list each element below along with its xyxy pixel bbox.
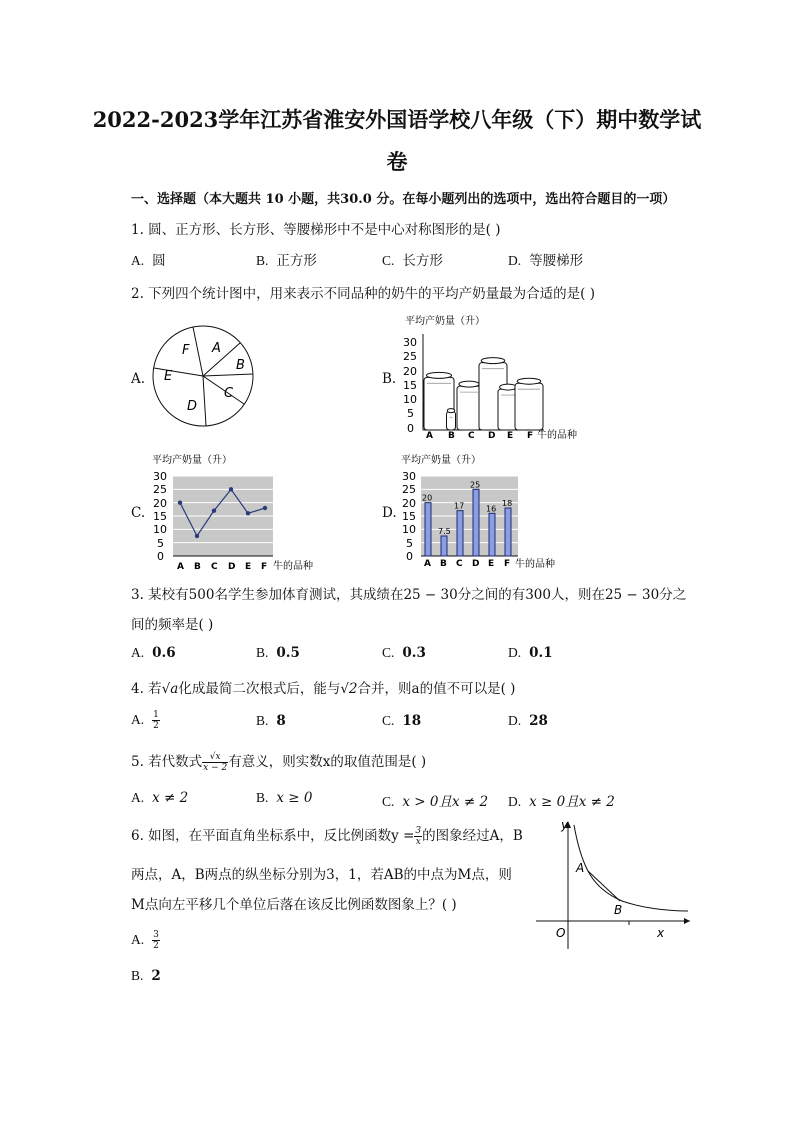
- x-axis-arrow: [684, 918, 690, 924]
- x-axis-label: x: [657, 926, 665, 940]
- bar-A: [425, 503, 431, 556]
- bottle-cap: [459, 381, 479, 387]
- data-label-D: 25: [470, 480, 481, 490]
- bar-B: [441, 536, 447, 556]
- section-heading: 一、选择题（本大题共 10 小题，共30.0 分。在每小题列出的选项中，选出符合题目的一项）: [131, 192, 676, 207]
- chart-b-xlabel: 牛的品种: [537, 430, 577, 441]
- ytick: 20: [403, 365, 417, 378]
- q1-option-c: C. 长方形: [382, 253, 443, 269]
- ytick: 30: [403, 336, 417, 349]
- chart-b-bottles: [424, 358, 543, 430]
- ytick: 15: [403, 379, 417, 392]
- pie-chart: [150, 324, 260, 428]
- data-point-F: [263, 506, 267, 510]
- bottle-cap: [481, 358, 505, 364]
- q5-stem: 5. 若代数式 $\frac{√x}{x - 2}$ 有意义，则实数x的取值范围是( ): [131, 752, 427, 773]
- xtick: B: [448, 431, 455, 441]
- ytick: 0: [157, 550, 164, 563]
- q6-coordinate-graph: [532, 815, 702, 953]
- chart-c-ylabel: 平均产奶量（升）: [152, 455, 232, 466]
- q1-option-d: D. 等腰梯形: [508, 253, 584, 269]
- data-label-A: 20: [422, 493, 433, 503]
- y-axis-label: y: [561, 818, 569, 832]
- chart-b-xticks: [426, 431, 533, 441]
- q3-option-c: C. 0.3: [382, 645, 426, 661]
- data-point-E: [246, 511, 250, 515]
- q3-stem: 3. 某校有500名学生参加体育测试，其成绩在25 − 30分之间的有300人，则在25 − 30分之: [131, 587, 687, 603]
- ytick: 10: [153, 523, 167, 536]
- bottle-B: [447, 409, 456, 430]
- data-label-B: 7.5: [438, 527, 451, 536]
- ytick: 0: [407, 422, 414, 435]
- sqrt-2: √2: [340, 681, 358, 697]
- q6-stem-line3: M点向左平移几个单位后落在该反比例函数图象上？( ): [131, 897, 457, 913]
- data-label-F: 18: [502, 499, 513, 508]
- bottle-cap: [447, 409, 455, 413]
- chart-d-ylabel: 平均产奶量（升）: [401, 455, 481, 466]
- xtick: D: [472, 559, 480, 569]
- line-chart: [150, 452, 350, 574]
- xtick: E: [488, 559, 495, 569]
- ytick: 10: [403, 393, 417, 406]
- xtick: C: [456, 559, 463, 569]
- bottle-cap: [517, 378, 541, 384]
- data-point-D: [229, 487, 233, 491]
- bar-E: [489, 513, 495, 556]
- ytick: 20: [402, 497, 416, 510]
- q1-option-b: B. 正方形: [256, 253, 317, 269]
- pie-label-b: B: [236, 358, 245, 373]
- q5-option-d: D. x ≥ 0且x ≠ 2: [508, 794, 615, 810]
- data-point-A: [178, 500, 182, 504]
- xtick: F: [504, 559, 511, 569]
- q5-option-c: C. x > 0且x ≠ 2: [382, 794, 489, 810]
- q2-option-d-label: D.: [382, 505, 397, 521]
- q2-option-a-label: A.: [131, 371, 146, 387]
- pie-label-d: D: [187, 399, 198, 414]
- q3-option-b: B. 0.5: [256, 645, 300, 661]
- bar-chart: [399, 452, 599, 574]
- origin-label: O: [556, 926, 566, 940]
- pie-label-e: E: [164, 369, 173, 384]
- pie-divider: [203, 376, 206, 426]
- q6-option-a: A. $\frac{3}{2}$: [131, 930, 159, 951]
- pie-divider: [203, 343, 240, 376]
- chart-c-xticks: [177, 562, 267, 572]
- xtick: A: [424, 559, 431, 569]
- chart-b-yticks: [403, 336, 417, 435]
- bottle-body: [515, 383, 543, 430]
- ytick: 15: [153, 510, 167, 523]
- sqrt-a: √a: [161, 681, 179, 697]
- chart-d-xlabel: 牛的品种: [515, 559, 555, 570]
- xtick: C: [211, 562, 218, 572]
- ytick: 5: [406, 537, 413, 550]
- pie-divider: [193, 327, 203, 376]
- ytick: 10: [402, 523, 416, 536]
- segment-ab: [588, 871, 620, 901]
- ytick: 15: [402, 510, 416, 523]
- ytick: 25: [402, 483, 416, 496]
- point-b-label: B: [614, 903, 623, 917]
- bottle-cap: [426, 372, 451, 378]
- hyperbola-curve: [574, 825, 688, 911]
- xtick: D: [488, 431, 496, 441]
- q4-option-b: B. 8: [256, 713, 286, 729]
- q2-stem: 2. 下列四个统计图中，用来表示不同品种的奶牛的平均产奶量最为合适的是( ): [131, 286, 595, 302]
- data-point-C: [212, 508, 216, 512]
- xtick: E: [507, 431, 514, 441]
- xtick: E: [245, 562, 252, 572]
- q1-option-a: A. 圆: [131, 253, 166, 269]
- q3-option-a: A. 0.6: [131, 645, 176, 661]
- q2-option-c-label: C.: [131, 505, 146, 521]
- data-label-E: 16: [486, 504, 497, 514]
- page-title: 2022-2023学年江苏省淮安外国语学校八年级（下）期中数学试: [92, 107, 702, 132]
- pie-divider: [203, 374, 253, 376]
- pie-divider: [154, 368, 203, 376]
- q5-option-a: A. x ≠ 2: [131, 790, 189, 806]
- xtick: A: [426, 431, 433, 441]
- chart-b-ylabel: 平均产奶量（升）: [405, 316, 485, 327]
- ytick: 30: [402, 470, 416, 483]
- xtick: C: [468, 431, 475, 441]
- pie-label-c: C: [224, 386, 234, 401]
- xtick: A: [177, 562, 184, 572]
- xtick: F: [261, 562, 268, 572]
- q6-option-b: B. 2: [131, 968, 161, 984]
- ytick: 20: [153, 497, 167, 510]
- bar-F: [505, 508, 511, 556]
- bottle-body: [457, 386, 481, 430]
- chart-c-yticks: [153, 470, 167, 563]
- q4-option-c: C. 18: [382, 713, 422, 729]
- q3-stem-continued: 间的频率是( ): [131, 617, 214, 633]
- ytick: 5: [407, 407, 414, 420]
- xtick: B: [194, 562, 201, 572]
- q1-stem: 1. 圆、正方形、长方形、等腰梯形中不是中心对称图形的是( ): [131, 222, 501, 238]
- q2-option-b-label: B.: [382, 371, 397, 387]
- pictograph-chart: [399, 312, 619, 442]
- page-title-continued: 卷: [386, 149, 408, 174]
- ytick: 25: [403, 350, 417, 363]
- data-point-B: [195, 534, 199, 538]
- bottle-body: [447, 411, 456, 430]
- bottle-F: [515, 378, 543, 430]
- bottle-C: [457, 381, 481, 430]
- q6-stem-line2: 两点，A，B两点的纵坐标分别为3，1，若AB的中点为M点，则: [131, 867, 512, 883]
- point-a-label: A: [576, 861, 585, 875]
- ytick: 30: [153, 470, 167, 483]
- q4-stem: 4. 若√a化成最简二次根式后，能与√2合并，则a的值不可以是( ): [131, 681, 516, 697]
- chart-d-xticks: [424, 559, 510, 569]
- bottle-cap: [500, 384, 517, 390]
- bar-D: [473, 489, 479, 556]
- pie-label-f: F: [182, 343, 190, 358]
- q5-option-b: B. x ≥ 0: [256, 790, 313, 806]
- xtick: B: [440, 559, 447, 569]
- data-label-C: 17: [454, 501, 465, 511]
- ytick: 5: [157, 537, 164, 550]
- q6-stem: 6. 如图，在平面直角坐标系中，反比例函数y = $\frac{3}{x}$ 的图象经过A，B: [131, 826, 523, 847]
- q4-option-a: A. $\frac{1}{2}$: [131, 710, 159, 731]
- xtick: F: [527, 431, 534, 441]
- chart-d-yticks: [402, 470, 416, 563]
- pie-label-a: A: [212, 341, 221, 356]
- ytick: 0: [406, 550, 413, 563]
- xtick: D: [228, 562, 236, 572]
- chart-c-xlabel: 牛的品种: [273, 561, 313, 572]
- q4-option-d: D. 28: [508, 713, 548, 729]
- bar-C: [457, 511, 463, 556]
- ytick: 25: [153, 483, 167, 496]
- q3-option-d: D. 0.1: [508, 645, 553, 661]
